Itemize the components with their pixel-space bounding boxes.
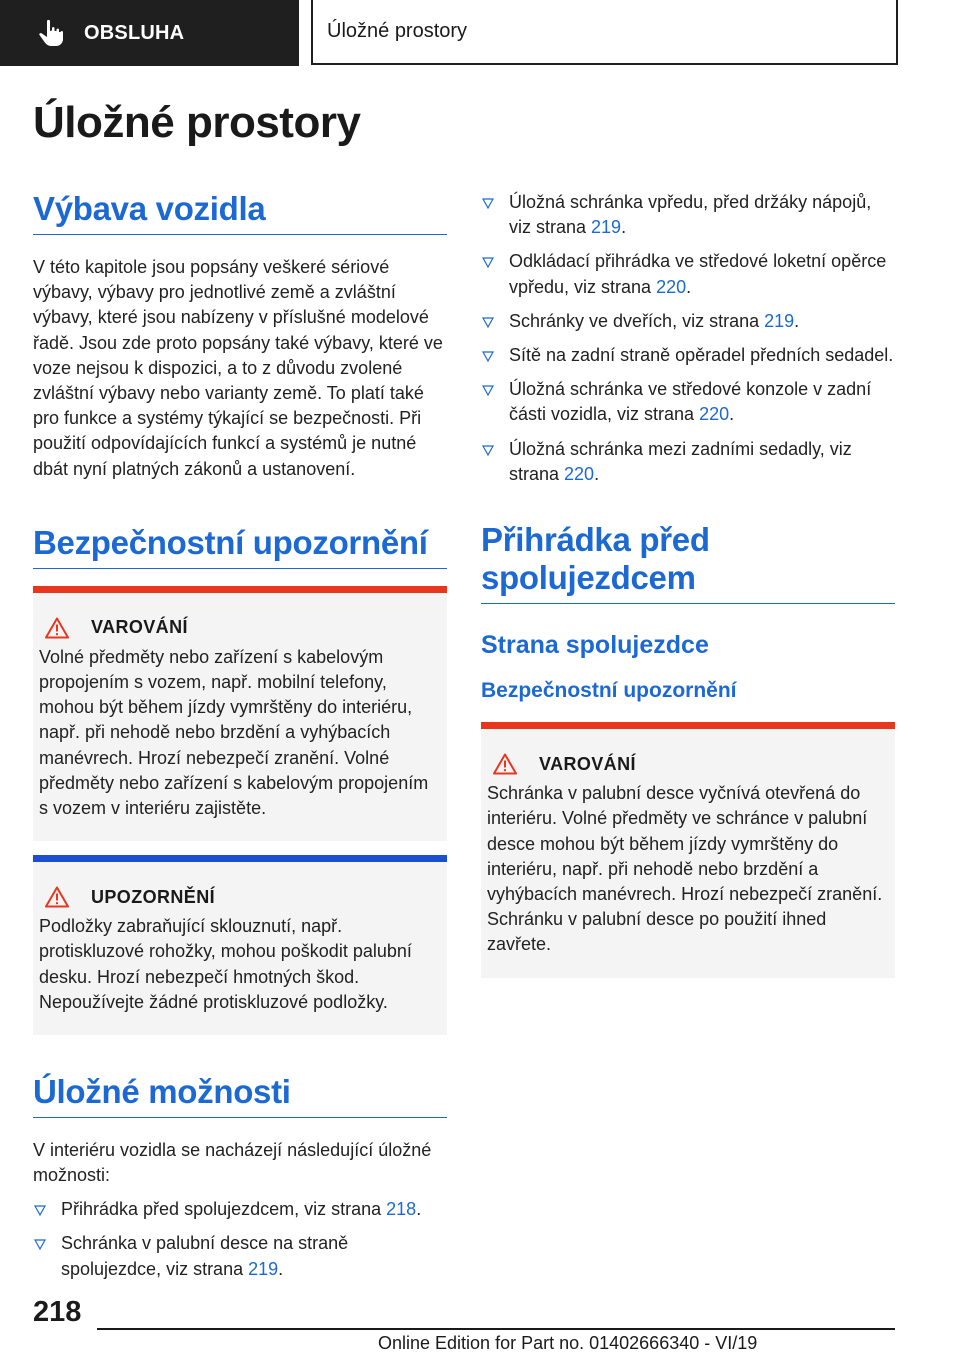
glovebox-heading: Přihrádka před spolujezdcem [481, 521, 895, 604]
passenger-side-heading: Strana spolujezdce [481, 630, 709, 659]
warning-triangle-icon [45, 617, 69, 639]
list-item: Přihrádka před spolujezdcem, viz strana 218. [33, 1197, 447, 1222]
page-number: 218 [33, 1296, 82, 1328]
page-link[interactable]: 219 [591, 217, 622, 238]
warning-title: VAROVÁNÍ [539, 753, 636, 774]
glovebox-warning-box [481, 722, 895, 977]
page-link[interactable]: 220 [656, 276, 687, 297]
page-link[interactable]: 218 [386, 1199, 417, 1220]
notice-box [33, 855, 447, 1035]
warning-triangle-icon [493, 753, 517, 775]
bullet-triangle-icon [34, 1239, 46, 1250]
chapter-label: Úložné prostory [327, 20, 468, 42]
page-title: Úložné prostory [33, 98, 361, 147]
page-link[interactable]: 219 [248, 1258, 279, 1279]
glovebox-safety-heading: Bezpečnostní upozornění [481, 678, 737, 702]
warning-text: Schránka v palubní desce vyčnívá otevřená do interiéru. Volné předměty ve schránce v palubní desce mohou být během jízdy vymrštěny do interiéru, např. při nehodě nebo brzdění a vyhýbacích manévrech. Hrozí nebezpečí zranění. Schránku v palubní desce po použití ihned zavřete. [487, 783, 883, 955]
page-link[interactable]: 219 [764, 310, 795, 331]
equipment-text: V této kapitole jsou popsány veškeré sériové výbavy, výbavy pro jednotlivé země a zvláštní výbavy, které jsou nabízeny v příslušné modelové řadě. Jsou zde proto popsány také výbavy, které ve voze nejsou k dispozici, a to z důvodu zvolené zvláštní výbavy nebo varianty země. To platí také pro funkce a systémy týkající se bezpečnosti. Při použití odpovídajících funkcí a systémů je nutné dbát nyní platných zákonů a ustanovení. [33, 256, 443, 479]
section-label: OBSLUHA [84, 21, 185, 44]
page-link[interactable]: 220 [564, 463, 595, 484]
list-item: Schránky ve dveřích, viz strana 219. [481, 309, 895, 334]
left-column [33, 190, 447, 1291]
chapter-tab[interactable] [311, 0, 898, 65]
list-item: Schránka v palubní desce na straně spolujezdce, viz strana 219. [33, 1231, 447, 1281]
page-link[interactable]: 220 [699, 404, 730, 425]
footer-divider [97, 1328, 895, 1330]
right-column [481, 190, 895, 978]
hand-pointer-icon [38, 19, 64, 47]
bullet-triangle-icon [482, 445, 494, 456]
list-item: Úložná schránka ve středové konzole v zadní části vozidla, viz strana 220. [481, 377, 895, 427]
bullet-triangle-icon [482, 351, 494, 362]
equipment-heading: Výbava vozidla [33, 190, 447, 235]
options-list-right [481, 190, 895, 487]
bullet-triangle-icon [482, 198, 494, 209]
list-item: Odkládací přihrádka ve středové loketní opěrce vpředu, viz strana 220. [481, 249, 895, 299]
notice-title: UPOZORNĚNÍ [91, 886, 216, 907]
notice-triangle-icon [45, 886, 69, 908]
warning-text: Volné předměty nebo zařízení s kabelovým propojením s vozem, např. mobilní telefony, mohou být během jízdy vymrštěny do interiéru, např. při nehodě nebo brzdění a vyhýbacích manévrech. Hrozí nebezpečí zranění. Volné předměty nebo zařízení s kabelovým propojením s vozem v interiéru zajistěte. [39, 646, 429, 818]
section-tab[interactable] [0, 0, 299, 66]
bullet-triangle-icon [482, 317, 494, 328]
list-item: Sítě na zadní straně opěradel předních sedadel. [481, 343, 895, 368]
list-item: Úložná schránka mezi zadními sedadly, viz strana 220. [481, 437, 895, 487]
safety-heading: Bezpečnostní upozornění [33, 524, 447, 569]
bullet-triangle-icon [482, 257, 494, 268]
bullet-triangle-icon [482, 385, 494, 396]
options-list-left [33, 1197, 447, 1282]
options-heading: Úložné možnosti [33, 1073, 447, 1118]
warning-box [33, 586, 447, 841]
notice-text: Podložky zabraňující sklouznutí, např. protiskluzové rohožky, mohou poškodit palubní desku. Hrozí nebezpečí hmotných škod. Nepoužívejte žádné protiskluzové podložky. [39, 916, 412, 1012]
edition-text: Online Edition for Part no. 01402666340 - VI/19 [378, 1333, 758, 1353]
options-intro: V interiéru vozidla se nacházejí následující úložné možnosti: [33, 1139, 432, 1186]
list-item: Úložná schránka vpředu, před držáky nápojů, viz strana 219. [481, 190, 895, 240]
warning-title: VAROVÁNÍ [91, 617, 188, 638]
bullet-triangle-icon [34, 1205, 46, 1216]
page-header [0, 0, 960, 66]
